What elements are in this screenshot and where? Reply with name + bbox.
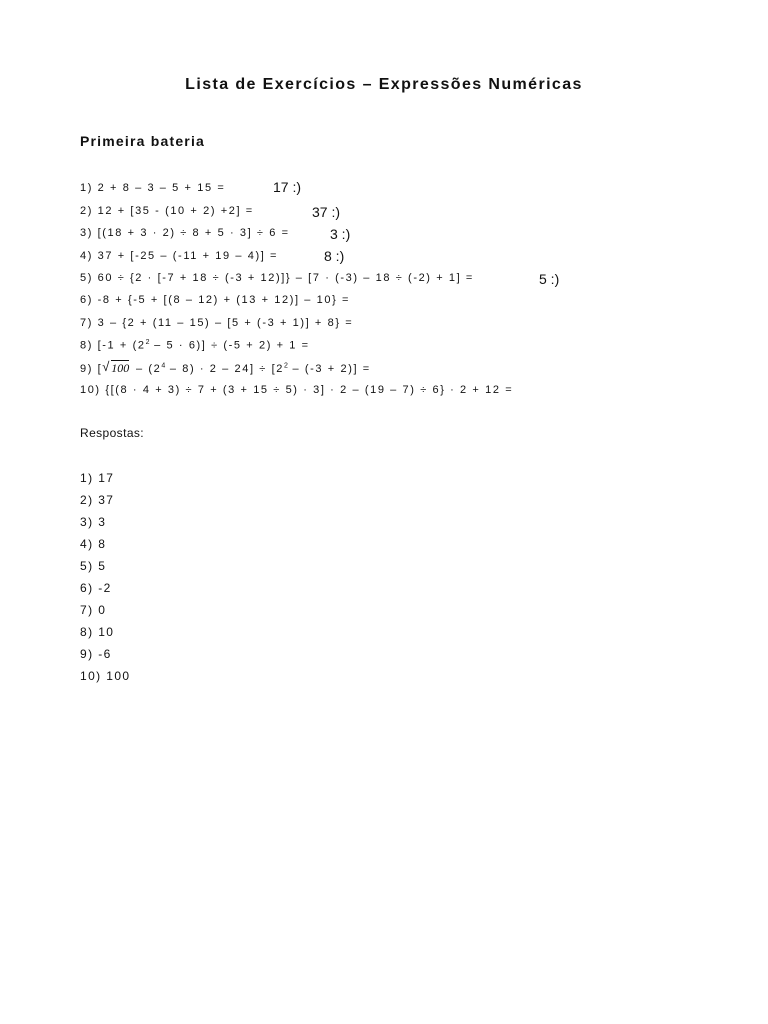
- square-root: √ 100: [102, 361, 129, 376]
- exercise-8: 8) $[-1 + (2^2 - 5 \cdot 6)] \div (-5 + 2) + 1$ =: [80, 339, 310, 352]
- answer-item: 2) 37: [80, 493, 115, 507]
- answers-label: Respostas:: [80, 426, 145, 440]
- handwritten-note-3: 3 :): [330, 226, 351, 242]
- exercise-3: 3) [(18 + 3 · 2) ÷ 8 + 5 · 3] ÷ 6 =: [80, 227, 290, 239]
- exercise-7: 7) 3 – {2 + (11 – 15) – [5 + (-3 + 1)] + 8} =: [80, 317, 354, 329]
- answer-item: 4) 8: [80, 537, 107, 551]
- exercise-5: 5) 60 ÷ {2 · [-7 + 18 ÷ (-3 + 12)]} – [7 · (-3) – 18 ÷ (-2) + 1] =: [80, 272, 474, 284]
- exercise-10: 10) {[(8 · 4 + 3) ÷ 7 + (3 + 15 ÷ 5) · 3] · 2 – (19 – 7) ÷ 6} · 2 + 12 =: [80, 384, 514, 396]
- exercise-2: 2) 12 + [35 - (10 + 2) +2] =: [80, 205, 254, 217]
- answer-item: 6) -2: [80, 581, 112, 595]
- section-heading: Primeira bateria: [80, 133, 206, 149]
- answer-item: 1) 17: [80, 471, 115, 485]
- exercise-1: 1) 2 + 8 – 3 – 5 + 15 =: [80, 182, 226, 194]
- handwritten-note-1: 17 :): [273, 179, 302, 195]
- exercise-4: 4) 37 + [-25 – (-11 + 19 – 4)] =: [80, 250, 279, 262]
- document-title: Lista de Exercícios – Expressões Numéricas: [185, 76, 583, 93]
- answer-item: 3) 3: [80, 515, 107, 529]
- handwritten-note-2: 37 :): [312, 204, 341, 220]
- handwritten-note-4: 8 :): [324, 248, 345, 264]
- answer-item: 5) 5: [80, 559, 107, 573]
- answer-item: 10) 100: [80, 669, 131, 683]
- exercise-6: 6) -8 + {-5 + [(8 – 12) + (13 + 12)] – 10} =: [80, 294, 351, 306]
- answer-item: 8) 10: [80, 625, 115, 639]
- answer-item: 9) -6: [80, 647, 112, 661]
- exercise-9: 9) [√ $100 - (2^4 - 8) \cdot 2 - 24] \div [2^2 - (-3 + 2)]$ =: [80, 361, 371, 376]
- handwritten-note-5: 5 :): [539, 271, 560, 287]
- answer-item: 7) 0: [80, 603, 107, 617]
